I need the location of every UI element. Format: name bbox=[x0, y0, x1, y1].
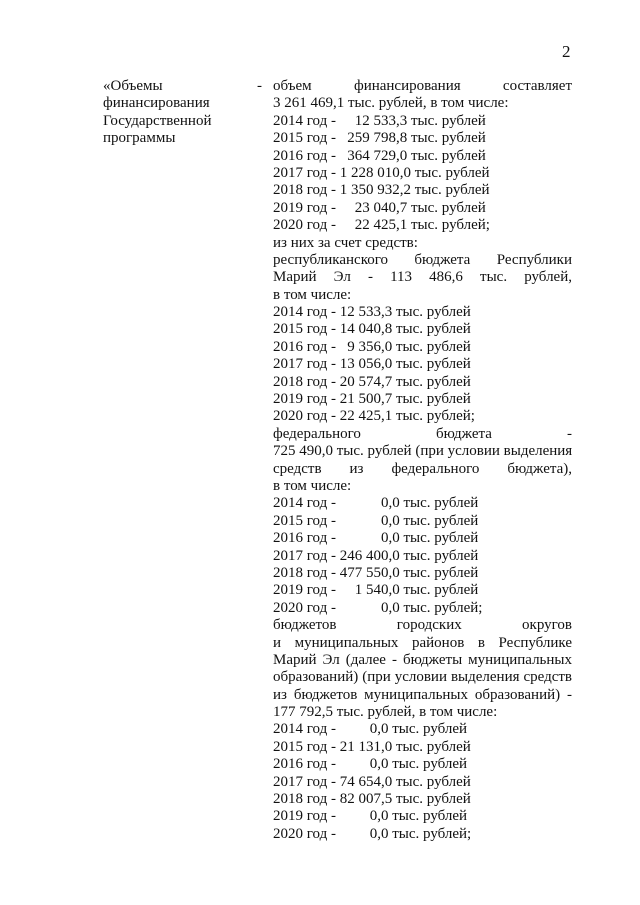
funding-text-line: 2016 год - 0,0 тыс. рублей bbox=[273, 530, 479, 547]
funding-text-line: 177 792,5 тыс. рублей, в том числе: bbox=[273, 704, 498, 721]
section-heading-line: Государственной bbox=[103, 112, 212, 129]
funding-text-line: 2020 год - 0,0 тыс. рублей; bbox=[273, 825, 472, 842]
funding-text-line: бюджетов городских округов bbox=[273, 617, 572, 634]
funding-text-line: средств из федерального бюджета), bbox=[273, 460, 572, 477]
funding-text-line: 2019 год - 21 500,7 тыс. рублей bbox=[273, 391, 471, 408]
funding-text-line: 2017 год - 13 056,0 тыс. рублей bbox=[273, 356, 471, 373]
funding-text-line: 2019 год - 0,0 тыс. рублей bbox=[273, 808, 468, 825]
funding-text-line: 2020 год - 0,0 тыс. рублей; bbox=[273, 599, 483, 616]
funding-text-line: из них за счет средств: bbox=[273, 234, 418, 251]
funding-text-line: 2016 год - 364 729,0 тыс. рублей bbox=[273, 147, 486, 164]
funding-text-line: образований) (при условии выделения средств bbox=[273, 669, 572, 686]
funding-text-line: 2015 год - 21 131,0 тыс. рублей bbox=[273, 738, 471, 755]
funding-details bbox=[273, 78, 572, 843]
funding-text-line: 2014 год - 0,0 тыс. рублей bbox=[273, 721, 468, 738]
funding-text-line: 2017 год - 74 654,0 тыс. рублей bbox=[273, 773, 471, 790]
page-number: 2 bbox=[562, 42, 571, 61]
funding-text-line: из бюджетов муниципальных образований) - bbox=[273, 686, 572, 703]
funding-text-line: Марий Эл (далее - бюджеты муниципальных bbox=[273, 651, 572, 668]
funding-text-line: 2017 год - 246 400,0 тыс. рублей bbox=[273, 547, 479, 564]
section-heading bbox=[103, 78, 253, 148]
funding-text-line: 2017 год - 1 228 010,0 тыс. рублей bbox=[273, 164, 490, 181]
funding-text-line: федерального бюджета - bbox=[273, 425, 572, 442]
funding-text-line: в том числе: bbox=[273, 286, 352, 303]
funding-text-line: 2018 год - 477 550,0 тыс. рублей bbox=[273, 564, 479, 581]
section-heading-line: «Объемы bbox=[103, 78, 163, 94]
funding-text-line: 2015 год - 14 040,8 тыс. рублей bbox=[273, 321, 471, 338]
funding-text-line: Марий Эл - 113 486,6 тыс. рублей, bbox=[273, 269, 572, 286]
separator-dash: - bbox=[257, 78, 262, 94]
funding-text-line: 2016 год - 0,0 тыс. рублей bbox=[273, 756, 468, 773]
funding-text-line: 2018 год - 20 574,7 тыс. рублей bbox=[273, 373, 471, 390]
section-heading-line: финансирования bbox=[103, 95, 210, 112]
funding-text-line: в том числе: bbox=[273, 477, 352, 494]
funding-text-line: 2020 год - 22 425,1 тыс. рублей; bbox=[273, 217, 490, 234]
funding-text-line: 725 490,0 тыс. рублей (при условии выделения bbox=[273, 443, 573, 460]
funding-text-line: 2016 год - 9 356,0 тыс. рублей bbox=[273, 338, 471, 355]
funding-text-line: 2020 год - 22 425,1 тыс. рублей; bbox=[273, 408, 475, 425]
funding-text-line: 2018 год - 1 350 932,2 тыс. рублей bbox=[273, 182, 490, 199]
funding-text-line: 2015 год - 0,0 тыс. рублей bbox=[273, 512, 479, 529]
funding-text-line: 2018 год - 82 007,5 тыс. рублей bbox=[273, 791, 471, 808]
funding-text-line: 2014 год - 12 533,3 тыс. рублей bbox=[273, 112, 486, 129]
funding-text-line: объем финансирования составляет bbox=[273, 78, 572, 94]
funding-text-line: 2019 год - 1 540,0 тыс. рублей bbox=[273, 582, 479, 599]
funding-text-line: и муниципальных районов в Республике bbox=[273, 634, 572, 651]
funding-text-line: 2014 год - 12 533,3 тыс. рублей bbox=[273, 304, 471, 321]
funding-text-line: 3 261 469,1 тыс. рублей, в том числе: bbox=[273, 95, 509, 112]
funding-text-line: 2015 год - 259 798,8 тыс. рублей bbox=[273, 130, 486, 147]
funding-text-line: республиканского бюджета Республики bbox=[273, 251, 572, 268]
funding-text-line: 2014 год - 0,0 тыс. рублей bbox=[273, 495, 479, 512]
funding-text-line: 2019 год - 23 040,7 тыс. рублей bbox=[273, 199, 486, 216]
section-heading-line: программы bbox=[103, 130, 176, 147]
